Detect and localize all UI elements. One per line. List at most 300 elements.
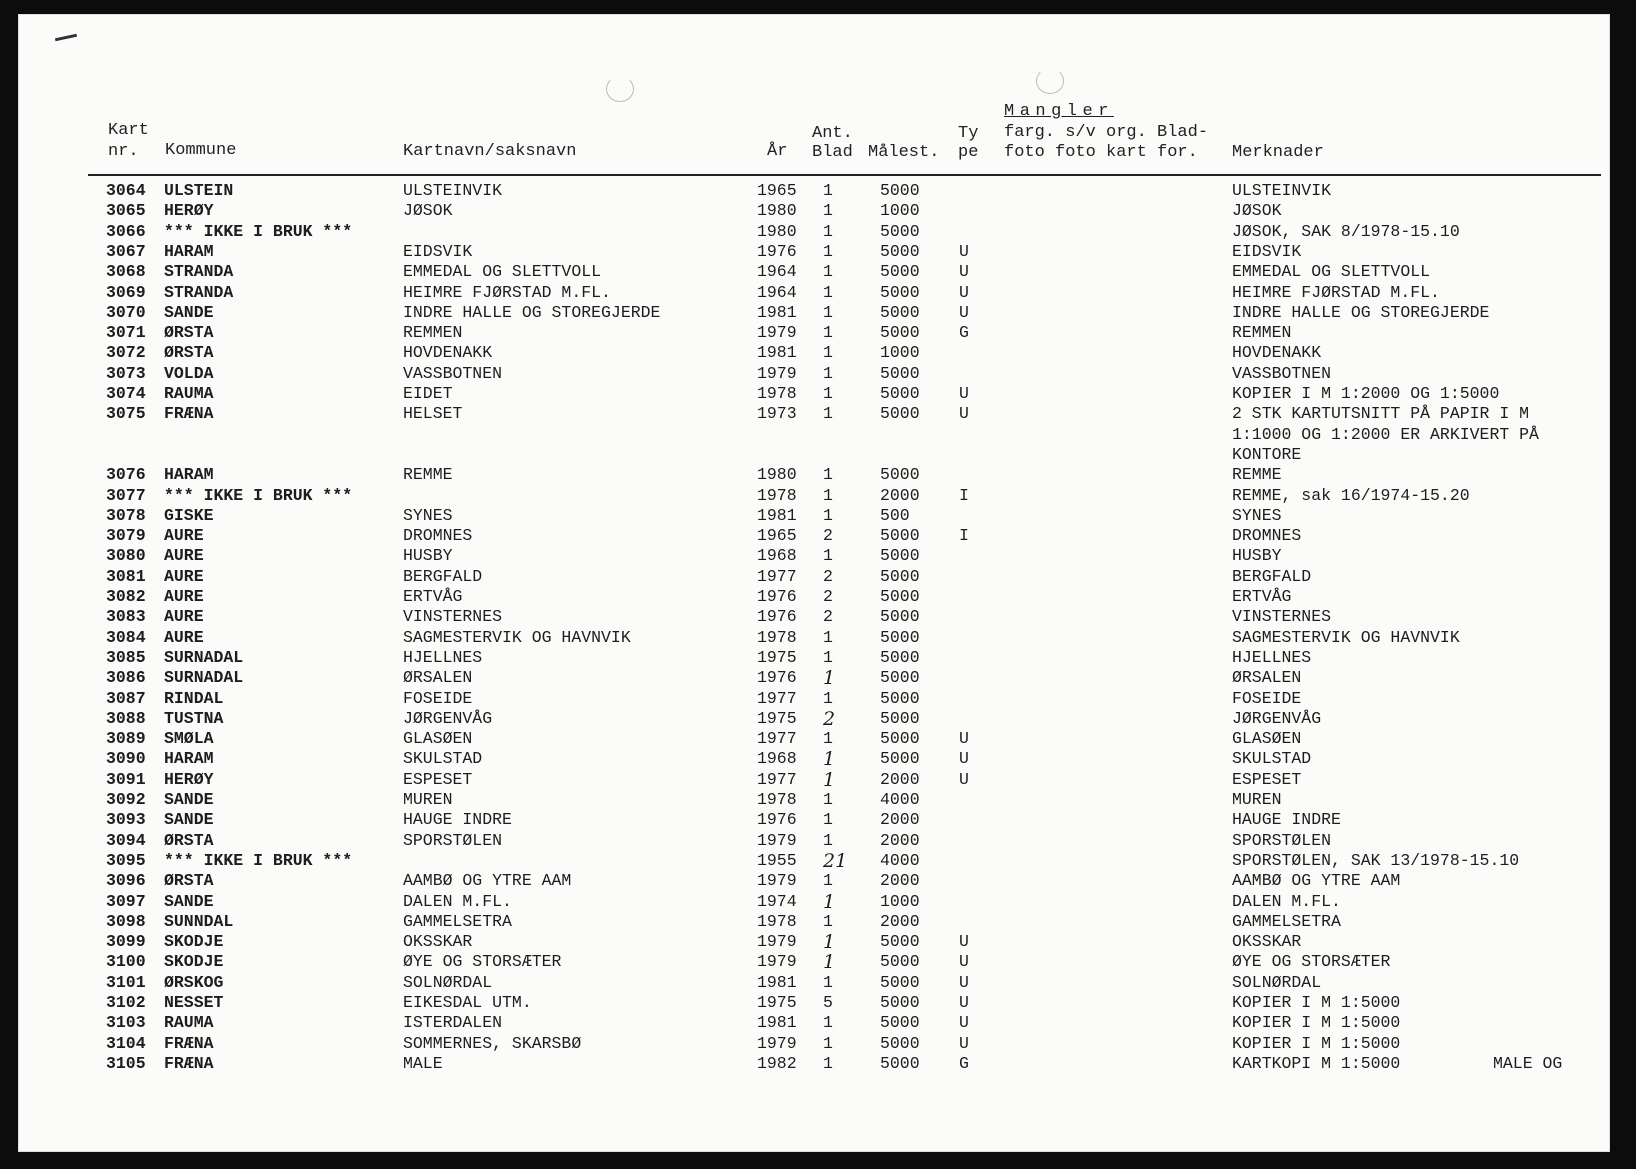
- row-kartnavn: HELSET: [403, 404, 463, 424]
- row-kartnavn: FOSEIDE: [403, 688, 473, 708]
- row-type: U: [959, 282, 969, 302]
- row-malestokk: 2000: [880, 871, 920, 891]
- row-kartnavn: ULSTEINVIK: [403, 181, 503, 200]
- row-kartnavn: ISTERDALEN: [403, 1013, 503, 1033]
- row-merknad: HAUGE INDRE: [1232, 810, 1341, 830]
- row-merknad: REMMEN: [1232, 323, 1292, 343]
- row-ar: 1977: [757, 729, 797, 749]
- row-malestokk: 1000: [880, 891, 920, 911]
- row-malestokk: 5000: [880, 993, 920, 1012]
- row-malestokk: 4000: [880, 850, 920, 870]
- row-malestokk: 5000: [880, 668, 920, 688]
- row-blad: 1: [823, 221, 833, 241]
- row-number: 3093: [106, 810, 146, 830]
- row-kommune: HARAM: [164, 749, 214, 769]
- row-kommune: ULSTEIN: [164, 181, 234, 200]
- row-malestokk: 5000: [880, 708, 920, 728]
- header-type-line1: Ty: [958, 124, 979, 143]
- row-merknad: ØRSALEN: [1232, 668, 1302, 688]
- row-ar: 1979: [757, 932, 797, 952]
- row-blad: 1: [823, 1053, 833, 1073]
- row-type: U: [959, 1013, 969, 1033]
- row-kommune: ØRSTA: [164, 343, 214, 363]
- row-kommune: *** IKKE I BRUK ***: [164, 850, 353, 870]
- row-blad: 1: [823, 871, 833, 891]
- row-kommune: SKODJE: [164, 932, 224, 952]
- row-kommune: ØRSTA: [164, 323, 214, 343]
- row-ar: 1978: [757, 790, 797, 809]
- row-kommune: FRÆNA: [164, 404, 214, 424]
- row-type: U: [959, 749, 969, 769]
- header-malest: Målest.: [868, 143, 940, 162]
- row-malestokk: 2000: [880, 830, 920, 850]
- row-number: 3088: [106, 708, 146, 728]
- row-blad: 1: [823, 1013, 833, 1033]
- row-blad: 2: [823, 526, 833, 546]
- row-merknad: KOPIER I M 1:5000: [1232, 1033, 1401, 1053]
- row-kartnavn: JØRGENVÅG: [403, 708, 493, 728]
- row-ar: 1975: [757, 647, 797, 667]
- row-malestokk: 5000: [880, 647, 920, 667]
- row-merknad: ERTVÅG: [1232, 587, 1292, 606]
- row-number: 3097: [106, 891, 146, 911]
- row-number: 3091: [106, 769, 146, 789]
- row-kommune: SANDE: [164, 790, 214, 809]
- row-blad: 1: [823, 768, 836, 791]
- row-merknad: SYNES: [1232, 505, 1282, 525]
- header-ant-line1: Ant.: [812, 124, 853, 143]
- row-merknad: KARTKOPI M 1:5000: [1232, 1053, 1401, 1073]
- row-number: 3094: [106, 830, 146, 850]
- row-ar: 1964: [757, 262, 797, 282]
- row-ar: 1979: [757, 871, 797, 891]
- row-kartnavn: ESPESET: [403, 769, 473, 789]
- row-kommune: SURNADAL: [164, 668, 244, 688]
- header-ar: År: [767, 142, 788, 161]
- row-malestokk: 1000: [880, 201, 920, 221]
- row-blad: 1: [823, 1033, 833, 1053]
- row-merknad: ESPESET: [1232, 769, 1302, 789]
- row-kommune: AURE: [164, 587, 204, 606]
- row-number: 3086: [106, 668, 146, 688]
- row-malestokk: 5000: [880, 181, 920, 200]
- table-row: [0, 770, 1636, 790]
- row-malestokk: 5000: [880, 972, 920, 992]
- table-row: [0, 729, 1636, 749]
- row-malestokk: 5000: [880, 932, 920, 952]
- row-malestokk: 2000: [880, 769, 920, 789]
- row-kartnavn: VASSBOTNEN: [403, 363, 503, 383]
- table-row: [0, 465, 1636, 485]
- table-row: [0, 222, 1636, 242]
- row-malestokk: 5000: [880, 688, 920, 708]
- row-malestokk: 5000: [880, 627, 920, 647]
- row-number: 3103: [106, 1013, 146, 1033]
- row-merknad: MUREN: [1232, 790, 1282, 809]
- row-merknad: AAMBØ OG YTRE AAM: [1232, 871, 1401, 891]
- punch-hole-right: [1036, 68, 1064, 94]
- row-kommune: *** IKKE I BRUK ***: [164, 221, 353, 241]
- row-kommune: STRANDA: [164, 282, 234, 302]
- table-row: [0, 973, 1636, 993]
- table-row: [0, 567, 1636, 587]
- table-row: [0, 506, 1636, 526]
- row-merknad: SPORSTØLEN: [1232, 830, 1332, 850]
- table-row: [0, 404, 1636, 424]
- row-merknad: REMME, sak 16/1974-15.20: [1232, 485, 1470, 505]
- punch-hole-left: [606, 76, 634, 102]
- table-row: [0, 932, 1636, 952]
- table-row: [0, 831, 1636, 851]
- header-ant-line2: Blad: [812, 143, 853, 162]
- row-number: 3102: [106, 993, 146, 1012]
- row-blad: 1: [823, 931, 836, 954]
- table-row: [0, 1054, 1636, 1074]
- row-kartnavn: MALE: [403, 1053, 443, 1073]
- row-ar: 1976: [757, 607, 797, 627]
- table-row: [0, 323, 1636, 343]
- table-row: [0, 526, 1636, 546]
- row-kartnavn: OKSSKAR: [403, 932, 473, 952]
- table-row: [0, 546, 1636, 566]
- row-kartnavn: REMME: [403, 465, 453, 485]
- row-malestokk: 4000: [880, 790, 920, 809]
- row-kommune: SMØLA: [164, 729, 214, 749]
- row-number: 3089: [106, 729, 146, 749]
- row-kommune: SANDE: [164, 891, 214, 911]
- table-row: [0, 181, 1636, 201]
- row-blad: 2: [823, 707, 836, 730]
- row-blad: 1: [823, 343, 833, 363]
- row-malestokk: 1000: [880, 343, 920, 363]
- row-malestokk: 5000: [880, 363, 920, 383]
- row-malestokk: 5000: [880, 587, 920, 606]
- row-kommune: VOLDA: [164, 363, 214, 383]
- table-row: [0, 262, 1636, 282]
- row-blad: 1: [823, 485, 833, 505]
- row-kommune: AURE: [164, 607, 204, 627]
- table-row: [0, 871, 1636, 891]
- header-mangler-cols-line1: farg. s/v org. Blad-: [1004, 123, 1209, 142]
- row-number: 3087: [106, 688, 146, 708]
- row-type: U: [959, 262, 969, 282]
- row-type: U: [959, 241, 969, 261]
- row-merknad: SOLNØRDAL: [1232, 972, 1322, 992]
- row-kommune: SANDE: [164, 810, 214, 830]
- row-malestokk: 5000: [880, 262, 920, 282]
- row-ar: 1976: [757, 810, 797, 830]
- table-row: [0, 1013, 1636, 1033]
- row-malestokk: 5000: [880, 241, 920, 261]
- row-ar: 1955: [757, 850, 797, 870]
- row-kartnavn: SYNES: [403, 505, 453, 525]
- table-row: [0, 486, 1636, 506]
- row-kartnavn: GAMMELSETRA: [403, 911, 512, 931]
- header-type-line2: pe: [958, 143, 979, 162]
- table-row: [0, 648, 1636, 668]
- row-kommune: SANDE: [164, 302, 214, 322]
- table-row: [0, 952, 1636, 972]
- header-mangler-cols-line2: foto foto kart for.: [1004, 143, 1198, 162]
- row-kartnavn: EMMEDAL OG SLETTVOLL: [403, 262, 602, 282]
- row-ar: 1976: [757, 241, 797, 261]
- row-ar: 1981: [757, 343, 797, 363]
- row-blad: 21: [823, 849, 848, 872]
- row-number: 3065: [106, 201, 146, 221]
- row-ar: 1977: [757, 769, 797, 789]
- row-kommune: SURNADAL: [164, 647, 244, 667]
- row-merknad: KONTORE: [1232, 444, 1302, 464]
- row-ar: 1978: [757, 384, 797, 403]
- row-number: 3085: [106, 647, 146, 667]
- row-type: U: [959, 932, 969, 952]
- row-ar: 1965: [757, 181, 797, 200]
- row-kartnavn: SAGMESTERVIK OG HAVNVIK: [403, 627, 631, 647]
- row-number: 3077: [106, 485, 146, 505]
- row-merknad: JØRGENVÅG: [1232, 708, 1322, 728]
- row-blad: 1: [823, 302, 833, 322]
- row-malestokk: 5000: [880, 607, 920, 627]
- row-kommune: ØRSKOG: [164, 972, 224, 992]
- row-kartnavn: EIDSVIK: [403, 241, 473, 261]
- row-malestokk: 5000: [880, 749, 920, 769]
- row-kommune: HARAM: [164, 465, 214, 485]
- row-blad: 2: [823, 607, 833, 627]
- row-merknad: ULSTEINVIK: [1232, 181, 1332, 200]
- header-merknader: Merknader: [1232, 143, 1324, 162]
- table-row: [0, 628, 1636, 648]
- table-row: [0, 303, 1636, 323]
- row-merknad: INDRE HALLE OG STOREGJERDE: [1232, 302, 1490, 322]
- row-type: G: [959, 1053, 969, 1073]
- row-kartnavn: GLASØEN: [403, 729, 473, 749]
- row-kommune: AURE: [164, 566, 204, 586]
- row-number: 3084: [106, 627, 146, 647]
- row-number: 3104: [106, 1033, 146, 1053]
- row-number: 3090: [106, 749, 146, 769]
- row-blad: 1: [823, 951, 836, 974]
- row-blad: 1: [823, 404, 833, 424]
- row-malestokk: 500: [880, 505, 910, 525]
- row-type: U: [959, 1033, 969, 1053]
- row-blad: 1: [823, 810, 833, 830]
- row-type: U: [959, 302, 969, 322]
- row-blad: 1: [823, 384, 833, 403]
- row-type: U: [959, 993, 969, 1012]
- row-ar: 1981: [757, 972, 797, 992]
- row-blad: 1: [823, 688, 833, 708]
- row-merknad: OKSSKAR: [1232, 932, 1302, 952]
- row-kartnavn: EIKESDAL UTM.: [403, 993, 532, 1012]
- row-blad: 1: [823, 667, 836, 690]
- row-merknad: DALEN M.FL.: [1232, 891, 1341, 911]
- row-number: 3075: [106, 404, 146, 424]
- row-number: 3066: [106, 221, 146, 241]
- row-kartnavn: HJELLNES: [403, 647, 483, 667]
- row-merknad: GLASØEN: [1232, 729, 1302, 749]
- row-kommune: RAUMA: [164, 1013, 214, 1033]
- row-number: 3096: [106, 871, 146, 891]
- table-row: [0, 384, 1636, 404]
- row-kommune: NESSET: [164, 993, 224, 1012]
- table-row: [0, 283, 1636, 303]
- row-blad: 1: [823, 830, 833, 850]
- row-extra: MALE OG: [1493, 1053, 1563, 1073]
- row-blad: 1: [823, 911, 833, 931]
- row-merknad: 2 STK KARTUTSNITT PÅ PAPIR I M: [1232, 404, 1530, 424]
- row-ar: 1981: [757, 302, 797, 322]
- row-merknad: VINSTERNES: [1232, 607, 1332, 627]
- row-merknad: HOVDENAKK: [1232, 343, 1322, 363]
- row-number: 3067: [106, 241, 146, 261]
- table-row: [0, 587, 1636, 607]
- row-type: U: [959, 972, 969, 992]
- row-kommune: RAUMA: [164, 384, 214, 403]
- row-blad: 1: [823, 748, 836, 771]
- row-number: 3099: [106, 932, 146, 952]
- row-number: 3095: [106, 850, 146, 870]
- row-malestokk: 5000: [880, 729, 920, 749]
- row-number: 3081: [106, 566, 146, 586]
- row-ar: 1977: [757, 688, 797, 708]
- row-merknad: 1:1000 OG 1:2000 ER ARKIVERT PÅ: [1232, 424, 1539, 444]
- row-malestokk: 5000: [880, 465, 920, 485]
- row-ar: 1978: [757, 485, 797, 505]
- table-row: [0, 607, 1636, 627]
- row-merknad: REMME: [1232, 465, 1282, 485]
- row-kartnavn: INDRE HALLE OG STOREGJERDE: [403, 302, 661, 322]
- row-ar: 1973: [757, 404, 797, 424]
- row-type: U: [959, 769, 969, 789]
- row-merknad: EIDSVIK: [1232, 241, 1302, 261]
- row-merknad: EMMEDAL OG SLETTVOLL: [1232, 262, 1431, 282]
- row-number: 3083: [106, 607, 146, 627]
- row-ar: 1964: [757, 282, 797, 302]
- row-kommune: HERØY: [164, 769, 214, 789]
- row-malestokk: 2000: [880, 911, 920, 931]
- row-blad: 1: [823, 546, 833, 566]
- row-kommune: HARAM: [164, 241, 214, 261]
- row-kartnavn: HEIMRE FJØRSTAD M.FL.: [403, 282, 611, 302]
- row-merknad: JØSOK, SAK 8/1978-15.10: [1232, 221, 1460, 241]
- row-kommune: FRÆNA: [164, 1033, 214, 1053]
- row-ar: 1980: [757, 221, 797, 241]
- row-merknad: SKULSTAD: [1232, 749, 1312, 769]
- row-kartnavn: HUSBY: [403, 546, 453, 566]
- table-row: [0, 790, 1636, 810]
- row-kommune: FRÆNA: [164, 1053, 214, 1073]
- header-kart-line2: nr.: [108, 142, 139, 161]
- row-kartnavn: SPORSTØLEN: [403, 830, 503, 850]
- row-number: 3064: [106, 181, 146, 200]
- table-row: [0, 912, 1636, 932]
- row-kartnavn: HAUGE INDRE: [403, 810, 512, 830]
- row-merknad: ØYE OG STORSÆTER: [1232, 952, 1391, 972]
- row-blad: 1: [823, 890, 836, 913]
- row-kommune: ØRSTA: [164, 830, 214, 850]
- row-malestokk: 2000: [880, 485, 920, 505]
- row-blad: 1: [823, 729, 833, 749]
- row-merknad: KOPIER I M 1:5000: [1232, 993, 1401, 1012]
- row-kartnavn: MUREN: [403, 790, 453, 809]
- row-malestokk: 5000: [880, 526, 920, 546]
- row-merknad: KOPIER I M 1:5000: [1232, 1013, 1401, 1033]
- row-type: U: [959, 952, 969, 972]
- row-type: U: [959, 404, 969, 424]
- row-blad: 1: [823, 363, 833, 383]
- row-malestokk: 5000: [880, 1053, 920, 1073]
- row-ar: 1979: [757, 952, 797, 972]
- row-kartnavn: ERTVÅG: [403, 587, 463, 606]
- row-merknad: SAGMESTERVIK OG HAVNVIK: [1232, 627, 1460, 647]
- row-kommune: SUNNDAL: [164, 911, 234, 931]
- row-malestokk: 5000: [880, 323, 920, 343]
- row-ar: 1980: [757, 465, 797, 485]
- row-kommune: HERØY: [164, 201, 214, 221]
- header-kommune: Kommune: [165, 141, 237, 160]
- row-type: G: [959, 323, 969, 343]
- row-malestokk: 5000: [880, 1033, 920, 1053]
- row-kommune: SKODJE: [164, 952, 224, 972]
- row-blad: 1: [823, 241, 833, 261]
- row-blad: 1: [823, 201, 833, 221]
- header-rule: [88, 174, 1601, 176]
- row-ar: 1968: [757, 546, 797, 566]
- row-ar: 1982: [757, 1053, 797, 1073]
- row-ar: 1979: [757, 830, 797, 850]
- row-malestokk: 5000: [880, 282, 920, 302]
- row-blad: 1: [823, 505, 833, 525]
- row-malestokk: 5000: [880, 546, 920, 566]
- row-kommune: *** IKKE I BRUK ***: [164, 485, 353, 505]
- row-ar: 1981: [757, 1013, 797, 1033]
- row-malestokk: 5000: [880, 302, 920, 322]
- table-row: [0, 343, 1636, 363]
- row-type: U: [959, 384, 969, 403]
- row-kartnavn: ØRSALEN: [403, 668, 473, 688]
- row-blad: 1: [823, 465, 833, 485]
- row-merknad: JØSOK: [1232, 201, 1282, 221]
- row-kartnavn: SOLNØRDAL: [403, 972, 493, 992]
- row-kartnavn: VINSTERNES: [403, 607, 503, 627]
- row-merknad: GAMMELSETRA: [1232, 911, 1341, 931]
- row-number: 3079: [106, 526, 146, 546]
- row-number: 3080: [106, 546, 146, 566]
- table-row: [0, 709, 1636, 729]
- header-kartnavn: Kartnavn/saksnavn: [403, 142, 577, 161]
- row-kartnavn: EIDET: [403, 384, 453, 403]
- row-ar: 1968: [757, 749, 797, 769]
- row-merknad: VASSBOTNEN: [1232, 363, 1332, 383]
- row-ar: 1974: [757, 891, 797, 911]
- row-number: 3071: [106, 323, 146, 343]
- table-row: [0, 668, 1636, 688]
- row-ar: 1975: [757, 993, 797, 1012]
- row-blad: 1: [823, 181, 833, 200]
- row-merknad: HUSBY: [1232, 546, 1282, 566]
- row-blad: 1: [823, 282, 833, 302]
- table-row: [0, 364, 1636, 384]
- row-merknad: HEIMRE FJØRSTAD M.FL.: [1232, 282, 1440, 302]
- row-blad: 5: [823, 993, 833, 1012]
- row-kartnavn: DROMNES: [403, 526, 473, 546]
- row-kartnavn: DALEN M.FL.: [403, 891, 512, 911]
- row-merknad: FOSEIDE: [1232, 688, 1302, 708]
- row-malestokk: 5000: [880, 1013, 920, 1033]
- row-blad: 2: [823, 587, 833, 606]
- row-ar: 1979: [757, 1033, 797, 1053]
- row-number: 3073: [106, 363, 146, 383]
